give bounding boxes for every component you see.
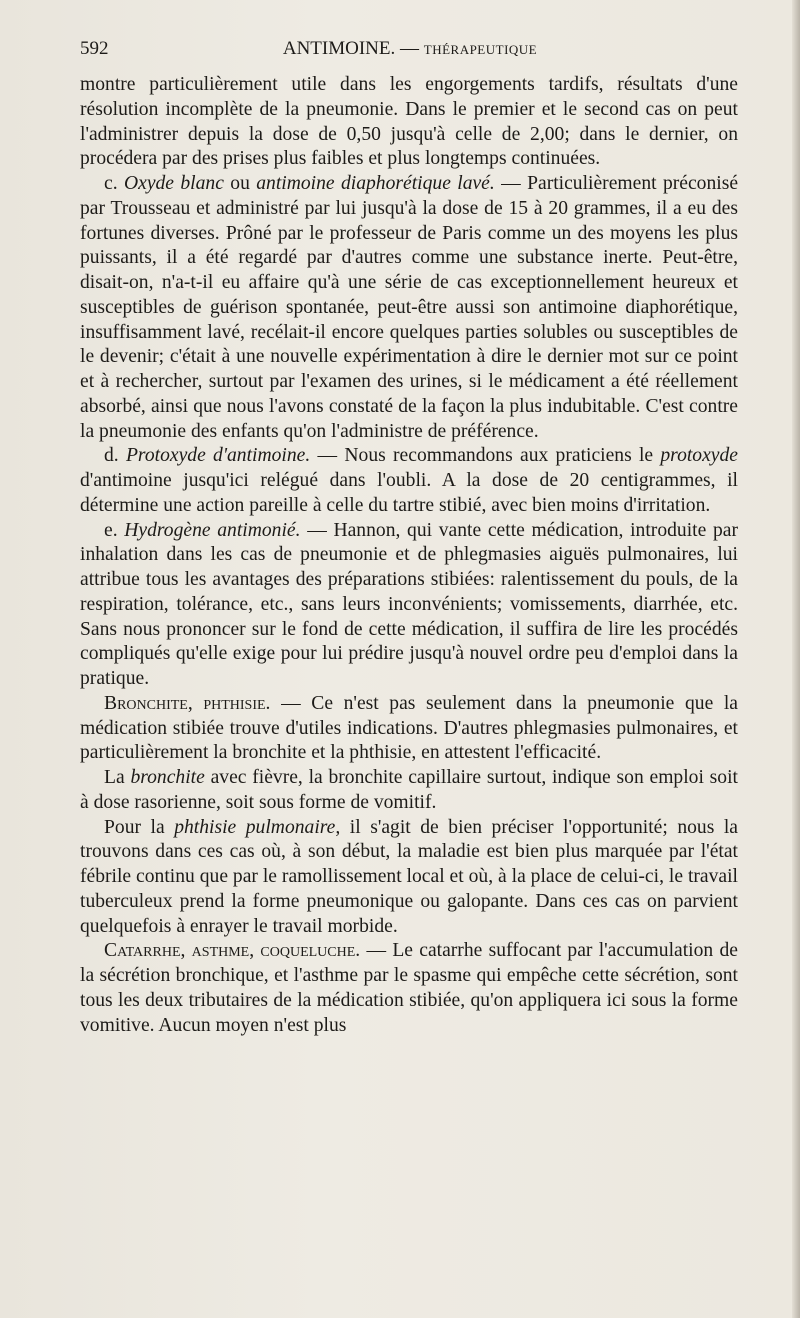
term-italic: antimoine diaphorétique lavé. [256, 173, 495, 194]
term-italic: Protoxyde d'antimoine. [125, 445, 311, 467]
term-italic: phthisie pulmonaire, [174, 816, 341, 838]
running-title-main: ANTIMOINE. — [282, 38, 419, 59]
paragraph-continuation [80, 73, 738, 172]
term-italic: Oxyde blanc [123, 173, 224, 194]
running-header [80, 38, 740, 62]
paragraph-protoxyde [80, 444, 738, 518]
running-title [80, 38, 740, 60]
paragraph-catarrhe [80, 939, 738, 1038]
term-italic: Hydrogène antimonié. [124, 519, 301, 541]
term-italic: protoxyde [660, 445, 738, 467]
paragraph-text: — Particulièrement préconisé par Trousseau et administré par lui jusqu'à la dose de 15 à 20 grammes, il a eu des fortunes diverses. Prôné par le professeur de Paris comme un des moyens les plus puissants, il a été regardé par d'autres comme une substance inerte. Peut-être, disait-on, n'a-t-il eu affaire qu'à une série de cas exceptionnellement heureux et susceptibles de guérison spontanée, peut-être aussi son antimoine diaphorétique, insuffisamment lavé, recélait-il encore quelques parties solubles ou susceptibles de le devenir; c'était à une nouvelle expérimentation à dire le dernier mot sur ce point et à rechercher, surtout par l'examen des urines, si le médicament a été réellement absorbé, ainsi que nous l'avons constaté de la façon la plus indubitable. C'est contre la pneumonie des enfants qu'on l'administre de préférence. [80, 173, 739, 442]
running-title-section: THÉRAPEUTIQUE [423, 42, 538, 57]
paragraph-text: d'antimoine jusqu'ici relégué dans l'oubli. A la dose de 20 centigrammes, il détermine une action pareille à celle du tartre stibié, avec bien moins d'irritation. [80, 470, 738, 516]
paragraph-text: — Ce n'est pas seulement dans la pneumonie que la médication stibiée trouve d'utiles indications. D'autres phlegmasies pulmonaires, et particulièrement la bronchite et la phthisie, en attestent l'efficacité. [80, 692, 738, 764]
item-letter: e. [104, 519, 125, 541]
page-edge-shadow [792, 0, 800, 1318]
section-heading-smallcaps: Catarrhe, asthme, coqueluche. [104, 940, 361, 962]
paragraph-bronchite-phthisie [80, 692, 738, 766]
paragraph-text: montre particulièrement utile dans les engorgements tardifs, résultats d'une résolution incomplète de la pneumonie. Dans le premier et le second cas on peut l'administrer depuis la dose de 0,50 jusqu'à celle de 2,00; dans le dernier, on procédera par des prises plus faibles et plus longtemps continuées. [80, 74, 738, 170]
page-number: 592 [80, 38, 109, 59]
paragraph-text: il s'agit de bien préciser l'opportunité; nous la trouvons dans ces cas où, à son début, la maladie est bien plus marquée par l'état fébrile continu que par le ramollissement local et où, à la place de celui-ci, le travail tuberculeux prend la forme pneumonique ou galopante. Dans ces cas on parvient quelquefois à enrayer le travail morbide. [80, 816, 738, 937]
paragraph-text: avec fièvre, la bronchite capillaire surtout, indique son emploi soit à dose rasorienne, soit sous forme de vomitif. [80, 767, 738, 813]
paragraph-phthisie [80, 816, 738, 940]
paragraph-text: ou [223, 173, 257, 194]
paragraph-text: — Hannon, qui vante cette médication, introduite par inhalation dans les cas de pneumonie et de phlegmasies aiguës pulmonaires, lui attribue tous les avantages des préparations stibiées: ralentissement du pouls, de la respiration, tolérance, etc., sans leurs inconvénients; vomissements, diarrhée, etc. Sans nous prononcer sur le fond de cette médication, il suffira de lire les procédés compliqués qu'elle exige pour lui prédire jusqu'à nouvel ordre peu d'emploi dans la pratique. [80, 519, 738, 689]
paragraph-oxyde-blanc [80, 172, 738, 444]
paragraph-text: Pour la [104, 816, 175, 838]
item-letter: d. [104, 445, 126, 467]
paragraph-text: — Le catarrhe suffocant par l'accumulation de la sécrétion bronchique, et l'asthme par le spasme qui empêche cette sécrétion, sont tous les deux tributaires de la médication stibiée, qu'on appliquera ici sous la forme vomitive. Aucun moyen n'est plus [80, 940, 738, 1036]
paragraph-bronchite [80, 766, 738, 816]
paragraph-text: — Nous recommandons aux praticiens le [310, 445, 661, 467]
paragraph-text: La [104, 767, 131, 788]
body-text [80, 73, 738, 1038]
item-letter: c. [104, 173, 124, 194]
term-italic: bronchite [130, 767, 205, 788]
section-heading-smallcaps: Bronchite, phthisie. [104, 692, 271, 714]
paragraph-hydrogene [80, 519, 738, 692]
